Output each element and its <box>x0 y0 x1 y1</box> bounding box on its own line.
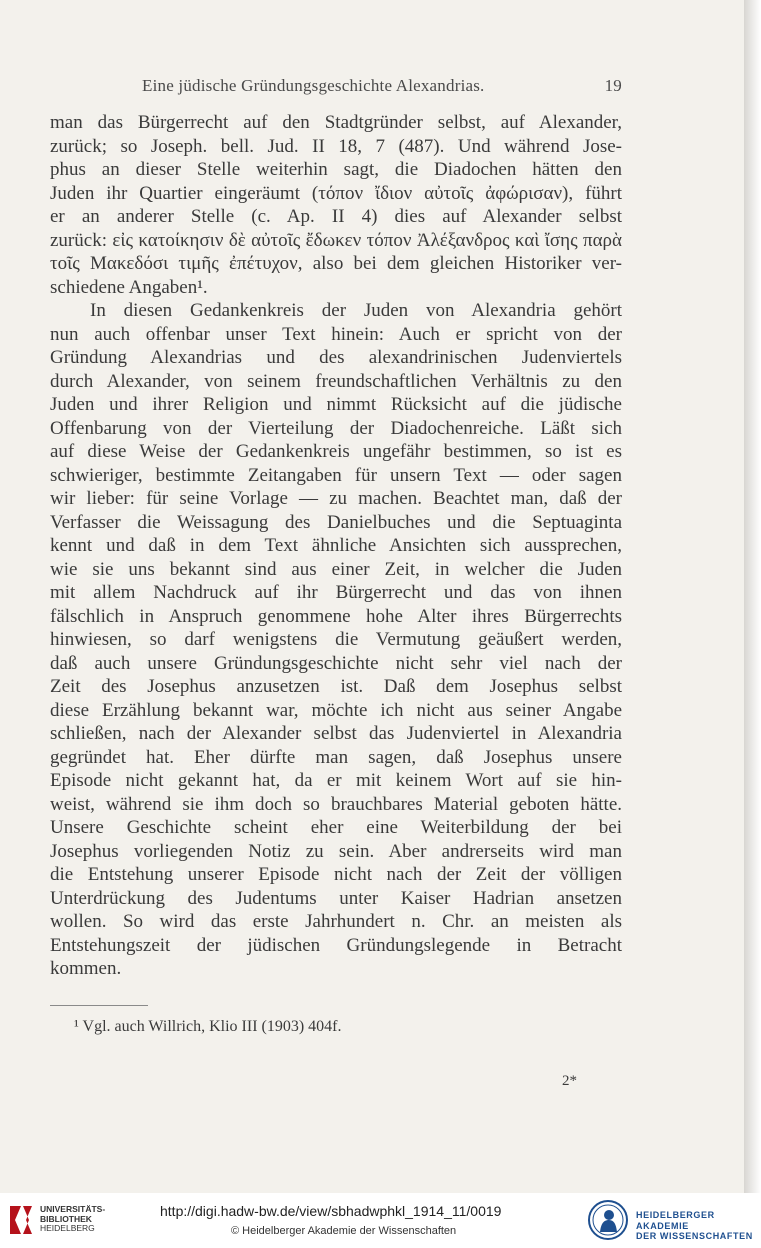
text-line: er an anderer Stelle (c. Ap. II 4) dies auf Alexander selbst <box>50 206 622 227</box>
footnote: ¹ Vgl. auch Willrich, Klio III (1903) 404f. <box>74 1018 342 1035</box>
page-number: 19 <box>604 76 622 95</box>
text-line: man das Bürgerrecht auf den Stadtgründer selbst, auf Alexander, <box>50 112 622 133</box>
permalink-url[interactable]: http://digi.hadw-bw.de/view/sbhadwphkl_1914_11/0019 <box>160 1203 502 1219</box>
text-line: τοῖς Μακεδόσι τιμῆς ἐπέτυχον, also bei dem gleichen Historiker ver- <box>50 253 622 274</box>
text-line: Josephus vorliegenden Notiz zu sein. Aber andrerseits wird man <box>50 840 622 862</box>
text-line: Juden ihr Quartier eingeräumt (τόπον ἴδιον αὐτοῖς ἀφώρισαν), führt <box>50 182 622 204</box>
text-line: Zeit des Josephus anzusetzen ist. Daß dem Josephus selbst <box>50 676 622 697</box>
copyright-notice: © Heidelberger Akademie der Wissenschaften <box>231 1225 457 1237</box>
text-line: mit allem Nachdruck auf ihr Bürgerrecht und das von ihnen <box>50 582 622 603</box>
page-edge-shadow <box>744 0 761 1193</box>
text-line: Juden und ihrer Religion und nimmt Rücksicht auf die jüdische <box>50 394 622 415</box>
running-head <box>50 76 622 100</box>
running-head-title: Eine jüdische Gründungsgeschichte Alexandrias. <box>142 76 485 95</box>
text-line: Unsere Geschichte scheint eher eine Weiterbildung der bei <box>50 817 622 838</box>
text-line: wie sie uns bekannt sind aus einer Zeit, in welcher die Juden <box>50 558 622 580</box>
library-name-line: BIBLIOTHEK <box>40 1213 92 1224</box>
academy-seal-logo-icon <box>588 1199 628 1241</box>
text-line: zurück: εἰς κατοίκησιν δὲ αὐτοῖς ἔδωκεν τόπον Ἀλέξανδρος καὶ ἴσης παρὰ <box>50 229 622 251</box>
text-line: diese Erzählung bekannt war, möchte ich nicht aus seiner Angabe <box>50 699 622 721</box>
text-line: fälschlich in Anspruch genommene hohe Alter ihres Bürgerrechts <box>50 605 622 627</box>
library-name-line: UNIVERSITÄTS- <box>40 1204 106 1214</box>
text-line: gegründet hat. Eher dürfte man sagen, daß Josephus unsere <box>50 746 622 768</box>
text-line: schwieriger, bestimmte Zeitangaben für unsern Text — oder sagen <box>50 464 622 486</box>
text-line: schließen, nach der Alexander selbst das Judenviertel in Alexandria <box>50 723 622 744</box>
library-name-line: HEIDELBERG <box>40 1223 95 1233</box>
text-line: Entstehungszeit der jüdischen Gründungslegende in Betracht <box>50 934 622 956</box>
text-line: daß auch unsere Gründungsgeschichte nicht sehr viel nach der <box>50 652 622 674</box>
footer-bar <box>0 1193 761 1248</box>
text-line: In diesen Gedankenkreis der Juden von Alexandria gehört <box>90 300 622 321</box>
text-line: Gründung Alexandrias und des alexandrinischen Judenviertels <box>50 347 622 368</box>
academy-name-line: HEIDELBERGER AKADEMIE <box>636 1210 715 1231</box>
text-line: wollen. So wird das erste Jahrhundert n. Chr. an meisten als <box>50 911 622 932</box>
academy-name <box>636 1210 761 1242</box>
text-line: kommen. <box>50 958 122 979</box>
signature-mark: 2* <box>562 1073 577 1089</box>
text-line: wir lieber: für seine Vorlage — zu machen. Beachtet man, daß der <box>50 488 622 509</box>
text-line: hinwiesen, so darf wenigstens die Vermutung geäußert werden, <box>50 629 622 650</box>
university-library-logo-icon <box>6 1202 36 1238</box>
text-line: Offenbarung von der Vierteilung der Diadochenreiche. Läßt sich <box>50 417 622 439</box>
academy-name-line: DER WISSENSCHAFTEN <box>636 1231 753 1241</box>
footnote-rule <box>50 1005 148 1006</box>
text-line: schiedene Angaben¹. <box>50 276 208 298</box>
text-line: auf diese Weise der Gedankenkreis ungefähr bestimmen, so ist es <box>50 441 622 462</box>
text-line: Verfasser die Weissagung des Danielbuches und die Septuaginta <box>50 511 622 533</box>
text-line: Unterdrückung des Judentums unter Kaiser Hadrian ansetzen <box>50 887 622 909</box>
text-line: die Entstehung unserer Episode nicht nach der Zeit der völligen <box>50 864 622 885</box>
text-line: nun auch offenbar unser Text hinein: Auch er spricht von der <box>50 323 622 345</box>
text-line: durch Alexander, von seinem freundschaftlichen Verhältnis zu den <box>50 370 622 392</box>
text-line: Episode nicht gekannt hat, da er mit keinem Wort auf sie hin- <box>50 770 622 791</box>
text-line: kennt und daß in dem Text ähnliche Ansichten sich aussprechen, <box>50 535 622 556</box>
text-line: phus an dieser Stelle weiterhin sagt, die Diadochen hätten den <box>50 159 622 180</box>
text-line: zurück; so Joseph. bell. Jud. II 18, 7 (487). Und während Jose- <box>50 135 622 157</box>
university-library-name <box>40 1205 105 1234</box>
body-text <box>50 111 622 981</box>
text-line: weist, während sie ihm doch so brauchbares Material geboten hätte. <box>50 793 622 815</box>
